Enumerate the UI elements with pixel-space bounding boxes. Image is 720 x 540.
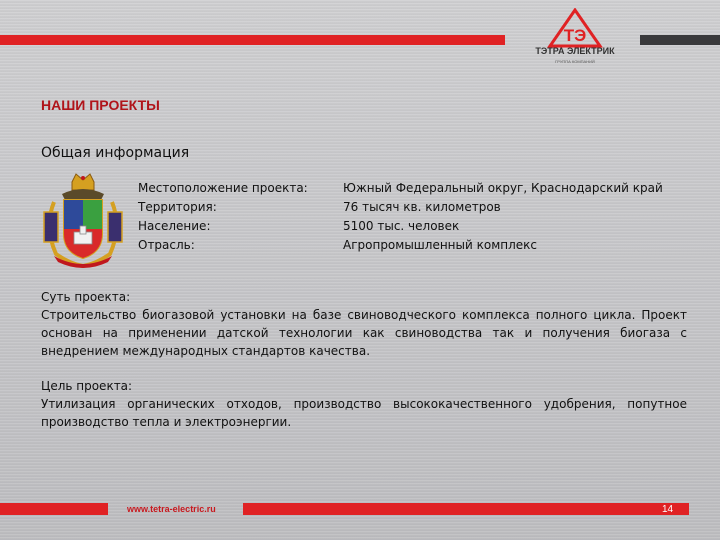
info-row-location <box>138 179 663 198</box>
info-value: Южный Федеральный округ, Краснодарский край <box>343 181 663 195</box>
info-value: 76 тысяч кв. километров <box>343 200 501 214</box>
krasnodar-coat-of-arms-icon <box>42 172 124 268</box>
info-value: 5100 тыс. человек <box>343 219 460 233</box>
info-label: Отрасль: <box>138 238 195 252</box>
info-row-population <box>138 217 663 236</box>
info-label: Население: <box>138 219 211 233</box>
info-value: Агропромышленный комплекс <box>343 238 538 252</box>
info-label: Местоположение проекта: <box>138 181 308 195</box>
footer-red-stripe-left <box>0 503 108 515</box>
essence-title: Суть проекта: <box>41 290 131 304</box>
project-goal <box>41 377 687 431</box>
brand-tagline: ГРУППА КОМПАНИЙ <box>555 59 595 64</box>
page-number: 14 <box>662 504 674 515</box>
logo-letters: ТЭ <box>563 26 587 45</box>
project-info-table <box>138 179 663 255</box>
section-title: НАШИ ПРОЕКТЫ <box>41 97 160 113</box>
page-heading: Общая информация <box>41 145 190 161</box>
info-label: Территория: <box>138 200 217 214</box>
goal-title: Цель проекта: <box>41 379 133 393</box>
info-row-territory <box>138 198 663 217</box>
header-red-stripe <box>0 35 505 45</box>
essence-text: Строительство биогазовой установки на базе свиноводческого комплекса полного цикла. Проект основан на применении датской технологии как свиноводства так и получения биогаза с внедрением международных стандартов качества. <box>41 308 687 358</box>
footer-website-link[interactable]: www.tetra-electric.ru <box>127 504 216 514</box>
project-essence <box>41 288 687 360</box>
info-row-industry <box>138 236 663 255</box>
header-dark-stripe <box>640 35 720 45</box>
goal-text: Утилизация органических отходов, производство высококачественного удобрения, попутное производство тепла и электроэнергии. <box>41 397 687 429</box>
brand-name: ТЭТРА ЭЛЕКТРИК <box>535 46 615 56</box>
footer-red-stripe-right <box>243 503 689 515</box>
